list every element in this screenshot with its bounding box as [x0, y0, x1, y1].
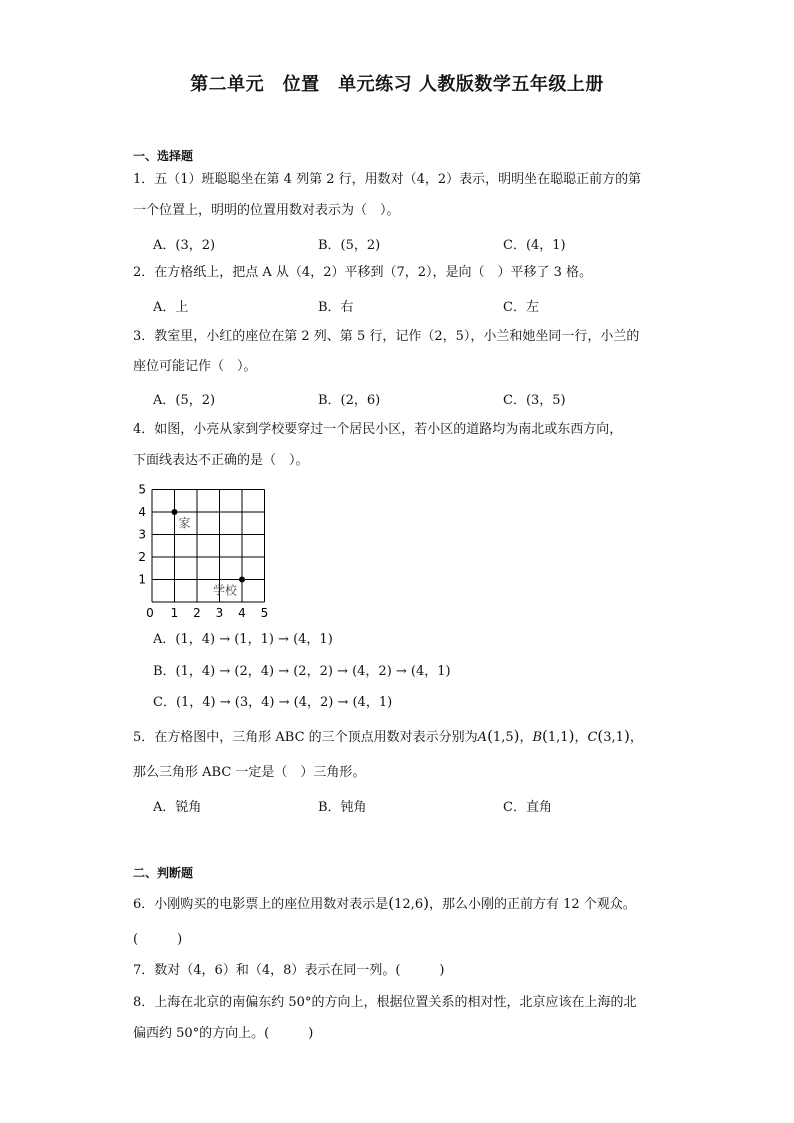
q3-option-c: C．(3，5)	[503, 393, 566, 408]
point-a: A	[477, 730, 488, 745]
point-b-coord: 1,1	[547, 730, 569, 745]
q6-prefix: 6．小刚购买的电影票上的座位用数对表示是	[133, 897, 389, 912]
question-4-line-2: 下面线表达不正确的是（ ）。	[133, 453, 309, 468]
point-a-coord: 1,5	[492, 730, 514, 745]
home-point-marker	[172, 509, 178, 515]
q3-option-b: B．(2，6)	[318, 393, 381, 408]
x-tick-label: 4	[238, 606, 246, 620]
q4-option-c: C．(1，4) → (3，4) → (4，2) → (4，1)	[153, 695, 393, 710]
y-tick-label: 3	[138, 527, 146, 542]
x-tick-label: 5	[260, 606, 269, 620]
point-c: C	[587, 730, 598, 745]
coordinate-grid-figure	[135, 482, 280, 622]
question-2-line-1: 2．在方格纸上，把点 A 从（4，2）平移到（7，2），是向（ ）平移了 3 格。	[133, 265, 593, 280]
q3-option-a: A．(5，2)	[153, 393, 216, 408]
separator: ，	[519, 730, 533, 745]
question-1-line-2: 一个位置上，明明的位置用数对表示为（ ）。	[133, 203, 400, 218]
school-label: 学校	[213, 583, 238, 598]
question-5-line-1: 5．在方格图中，三角形 ABC 的三个顶点用数对表示分别为A(1,5)，B(1,1)，C(3,1)，	[133, 727, 643, 745]
q1-option-b: B．(5，2)	[318, 238, 381, 253]
question-1-line-1: 1．五（1）班聪聪坐在第 4 列第 2 行，用数对（4，2）表示，明明坐在聪聪正前方的第	[133, 172, 642, 187]
grid-lines	[152, 490, 265, 603]
q5-prefix: 5．在方格图中，三角形 ABC 的三个顶点用数对表示分别为	[133, 730, 478, 745]
y-tick-label: 4	[138, 505, 146, 519]
q1-option-a: A．(3，2)	[153, 238, 216, 253]
y-tick-label: 1	[138, 572, 146, 587]
x-tick-label: 3	[215, 606, 224, 620]
q2-option-c: C．左	[503, 300, 539, 315]
y-tick-label: 2	[138, 550, 146, 564]
question-6-line-1: 6．小刚购买的电影票上的座位用数对表示是(12,6)，那么小刚的正前方有 12 个观众。	[133, 894, 636, 912]
q6-answer-blank: ( )	[133, 932, 183, 947]
question-8-line-2: 偏西约 50°的方向上。( )	[133, 1026, 314, 1041]
q2-option-b: B．右	[318, 300, 354, 315]
home-label: 家	[178, 516, 191, 530]
page-title: 第二单元 位置 单元练习 人教版数学五年级上册	[190, 74, 604, 95]
question-7-line-1: 7．数对（4，6）和（4，8）表示在同一列。( )	[133, 963, 445, 978]
question-3-line-1: 3．教室里，小红的座位在第 2 列、第 5 行，记作（2，5），小兰和她坐同一行，小兰的	[133, 329, 640, 344]
x-tick-label: 0	[146, 606, 154, 620]
q2-option-a: A．上	[153, 300, 189, 315]
q5-option-c: C．直角	[503, 800, 552, 815]
y-tick-label: 5	[138, 482, 146, 497]
question-4-line-1: 4．如图，小亮从家到学校要穿过一个居民小区，若小区的道路均为南北或东西方向，	[133, 422, 623, 437]
q6-suffix: ，那么小刚的正前方有 12 个观众。	[428, 897, 636, 912]
section-heading-choice: 一、选择题	[133, 149, 194, 163]
x-tick-label: 1	[170, 606, 179, 620]
q5-option-b: B．钝角	[318, 800, 367, 815]
question-3-line-2: 座位可能记作（ ）。	[133, 359, 257, 374]
q4-option-a: A．(1，4) → (1，1) → (4，1)	[153, 632, 333, 647]
point-b: B	[532, 730, 543, 745]
separator: ，	[574, 730, 588, 745]
q5-option-a: A．锐角	[153, 800, 202, 815]
section-heading-judge: 二、判断题	[133, 866, 194, 880]
q1-option-c: C．(4，1)	[503, 238, 566, 253]
school-point-marker	[239, 577, 245, 583]
q4-option-b: B．(1，4) → (2，4) → (2，2) → (4，2) → (4，1)	[153, 664, 451, 679]
question-5-line-2: 那么三角形 ABC 一定是（ ）三角形。	[133, 765, 366, 780]
separator: ，	[629, 730, 643, 745]
point-c-coord: 3,1	[603, 730, 624, 745]
question-8-line-1: 8．上海在北京的南偏东约 50°的方向上，根据位置关系的相对性，北京应该在上海的北	[133, 995, 637, 1010]
q6-coord: 12,6	[394, 897, 424, 912]
x-tick-label: 2	[193, 606, 201, 620]
